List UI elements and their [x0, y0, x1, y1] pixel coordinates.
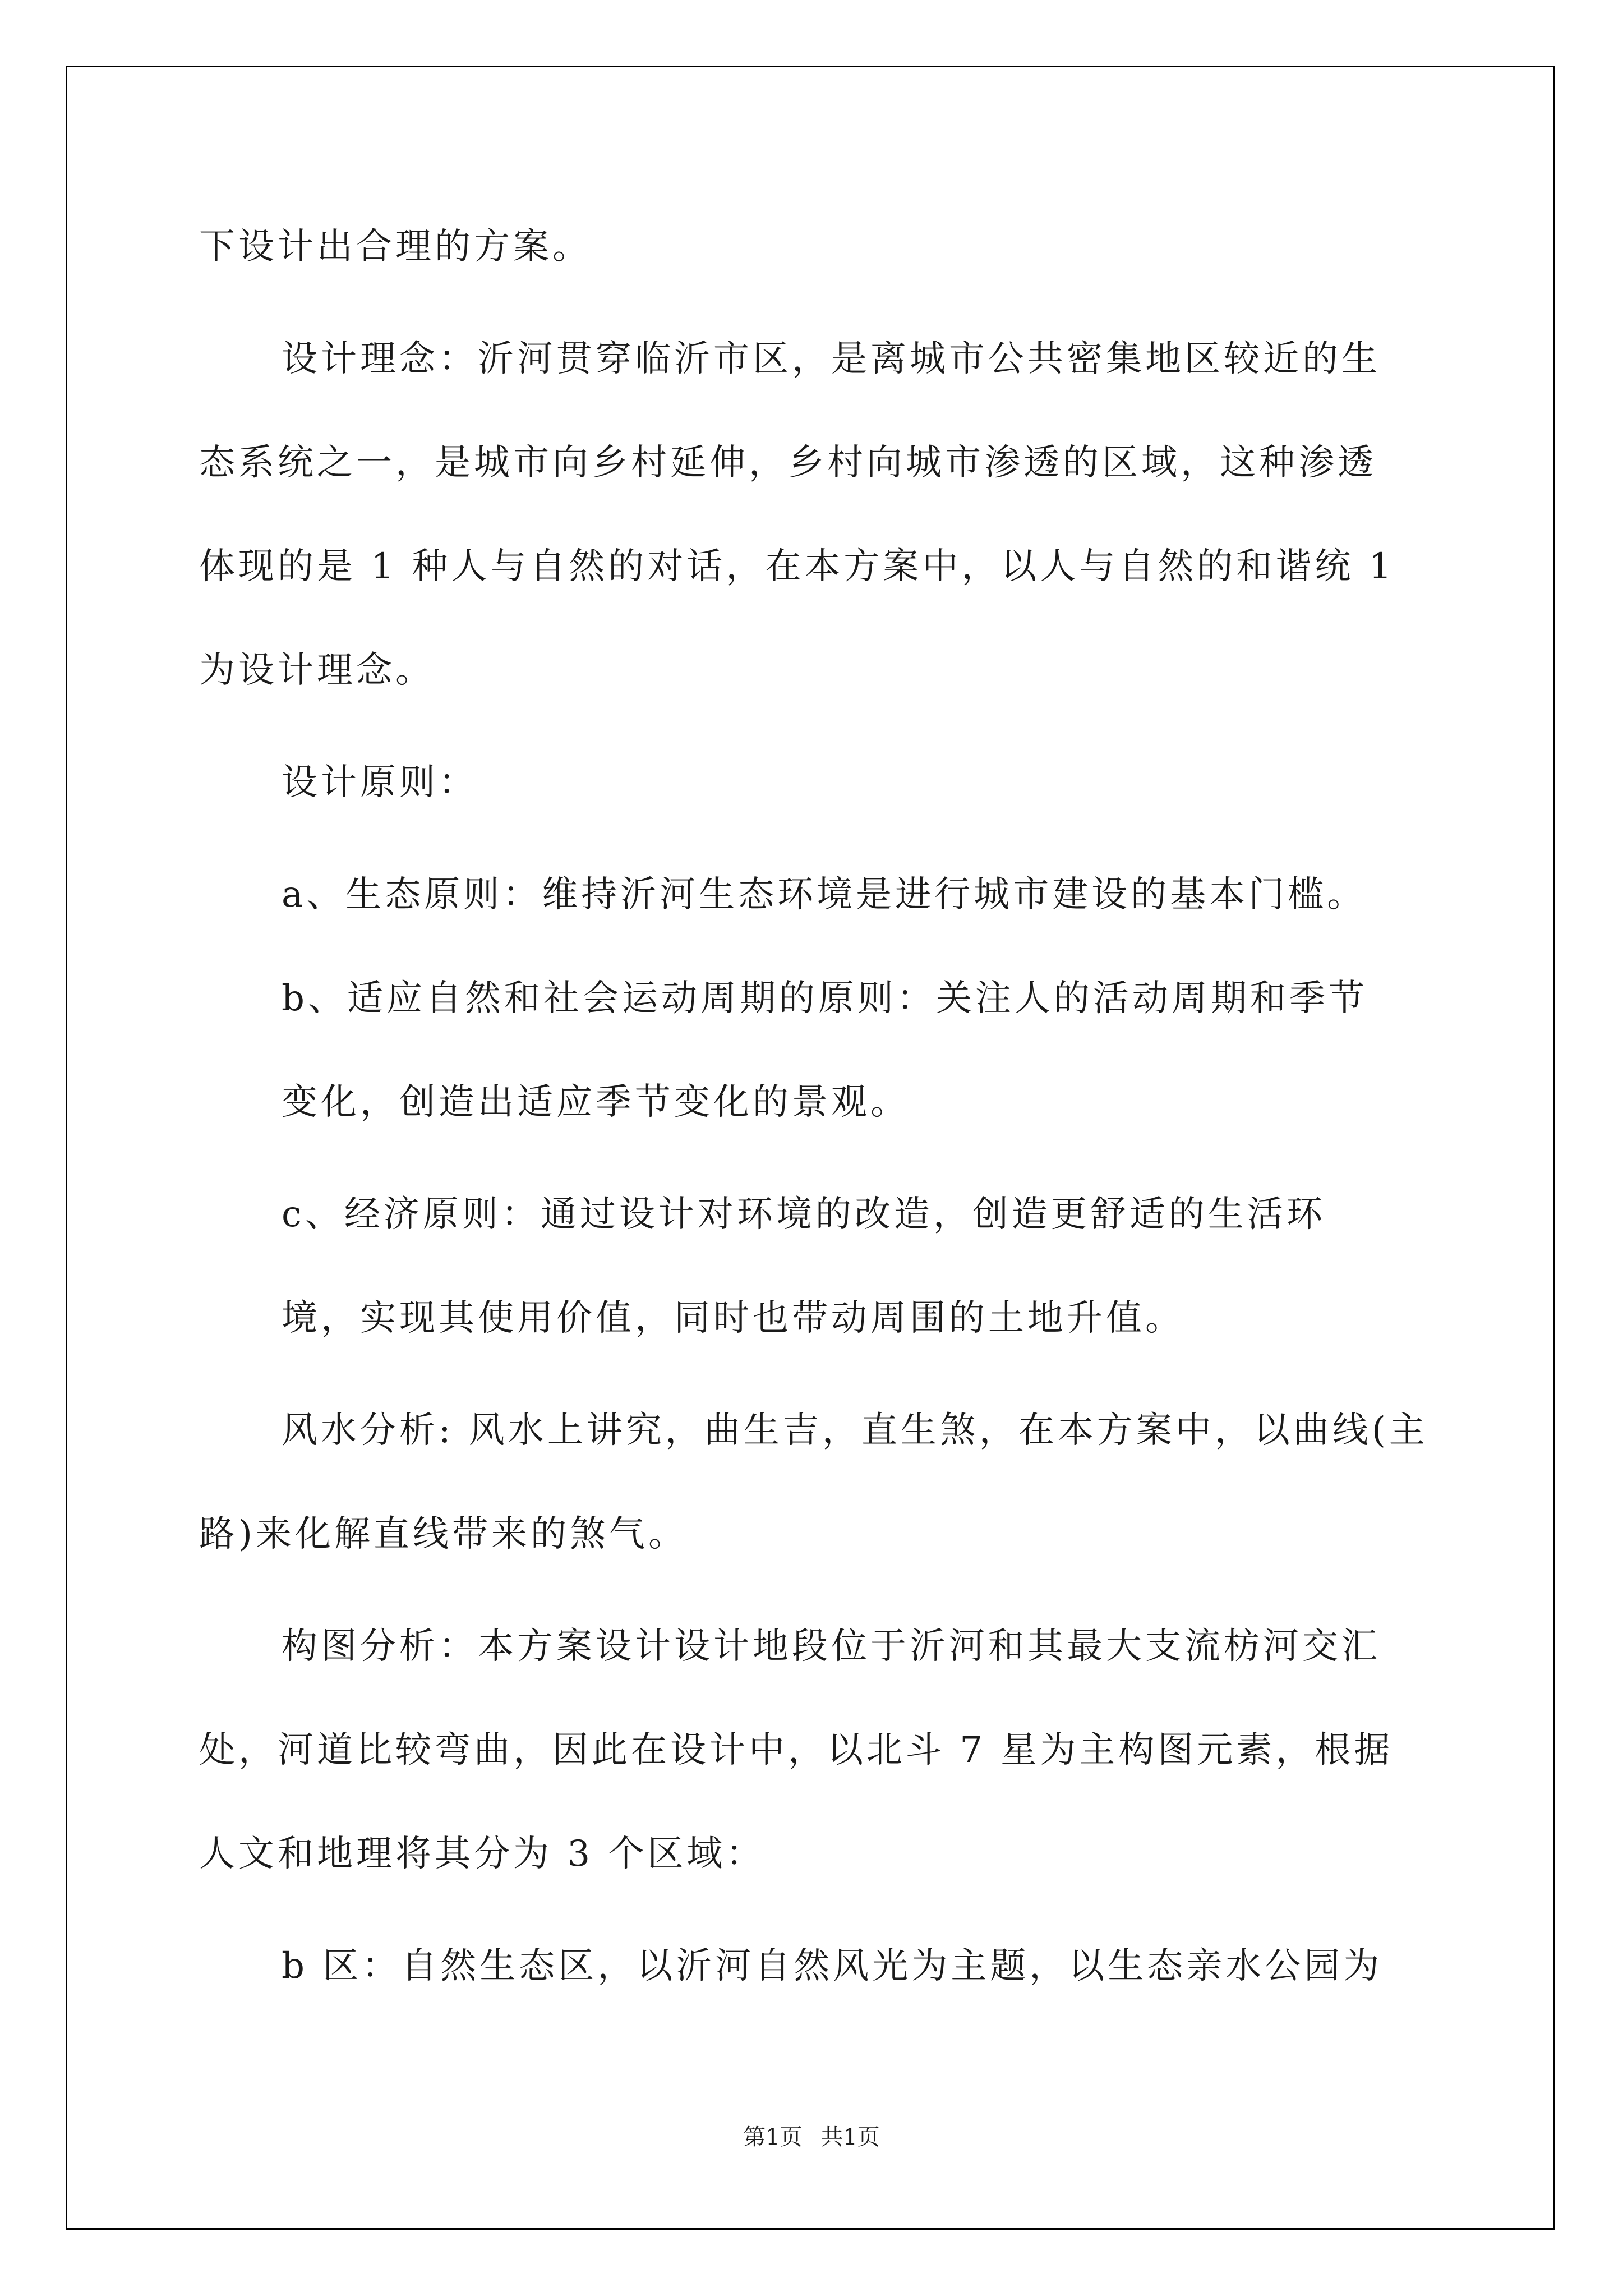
text-line-10: c、经济原则：通过设计对环境的改造，创造更舒适的生活环 — [282, 1194, 1326, 1235]
text-line-8: b、适应自然和社会运动周期的原则：关注人的活动周期和季节 — [282, 978, 1368, 1019]
text-line-6: 设计原则： — [282, 762, 478, 803]
text-line-15: 处，河道比较弯曲，因此在设计中，以北斗 7 星为主构图元素，根据 — [199, 1729, 1394, 1771]
text-line-7: a、生态原则：维持沂河生态环境是进行城市建设的基本门槛。 — [282, 874, 1367, 915]
text-line-9: 变化，创造出适应季节变化的景观。 — [282, 1082, 910, 1123]
page-number-current: 第1页 — [743, 2124, 803, 2150]
text-line-16: 人文和地理将其分为 3 个区域： — [199, 1833, 766, 1875]
text-line-2: 设计理念：沂河贯穿临沂市区，是离城市公共密集地区较近的生 — [282, 338, 1381, 380]
text-line-12: 风水分析: 风水上讲究，曲生吉，直生煞，在本方案中，以曲线(主 — [282, 1410, 1428, 1451]
text-line-4: 体现的是 1 种人与自然的对话，在本方案中，以人与自然的和谐统 1 — [199, 546, 1395, 587]
text-line-11: 境，实现其使用价值，同时也带动周围的土地升值。 — [282, 1297, 1184, 1339]
page-number-total: 共1页 — [820, 2124, 880, 2150]
page-border — [66, 66, 1555, 2230]
text-line-1: 下设计出合理的方案。 — [199, 226, 592, 268]
text-line-13: 路)来化解直线带来的煞气。 — [199, 1513, 688, 1555]
page-footer — [0, 2123, 1623, 2151]
text-line-14: 构图分析：本方案设计设计地段位于沂河和其最大支流枋河交汇 — [282, 1626, 1381, 1667]
text-line-3: 态系统之一，是城市向乡村延伸，乡村向城市渗透的区域，这种渗透 — [199, 442, 1377, 484]
text-line-5: 为设计理念。 — [199, 650, 435, 691]
text-line-17: b 区：自然生态区，以沂河自然风光为主题，以生态亲水公园为 — [282, 1945, 1383, 1987]
